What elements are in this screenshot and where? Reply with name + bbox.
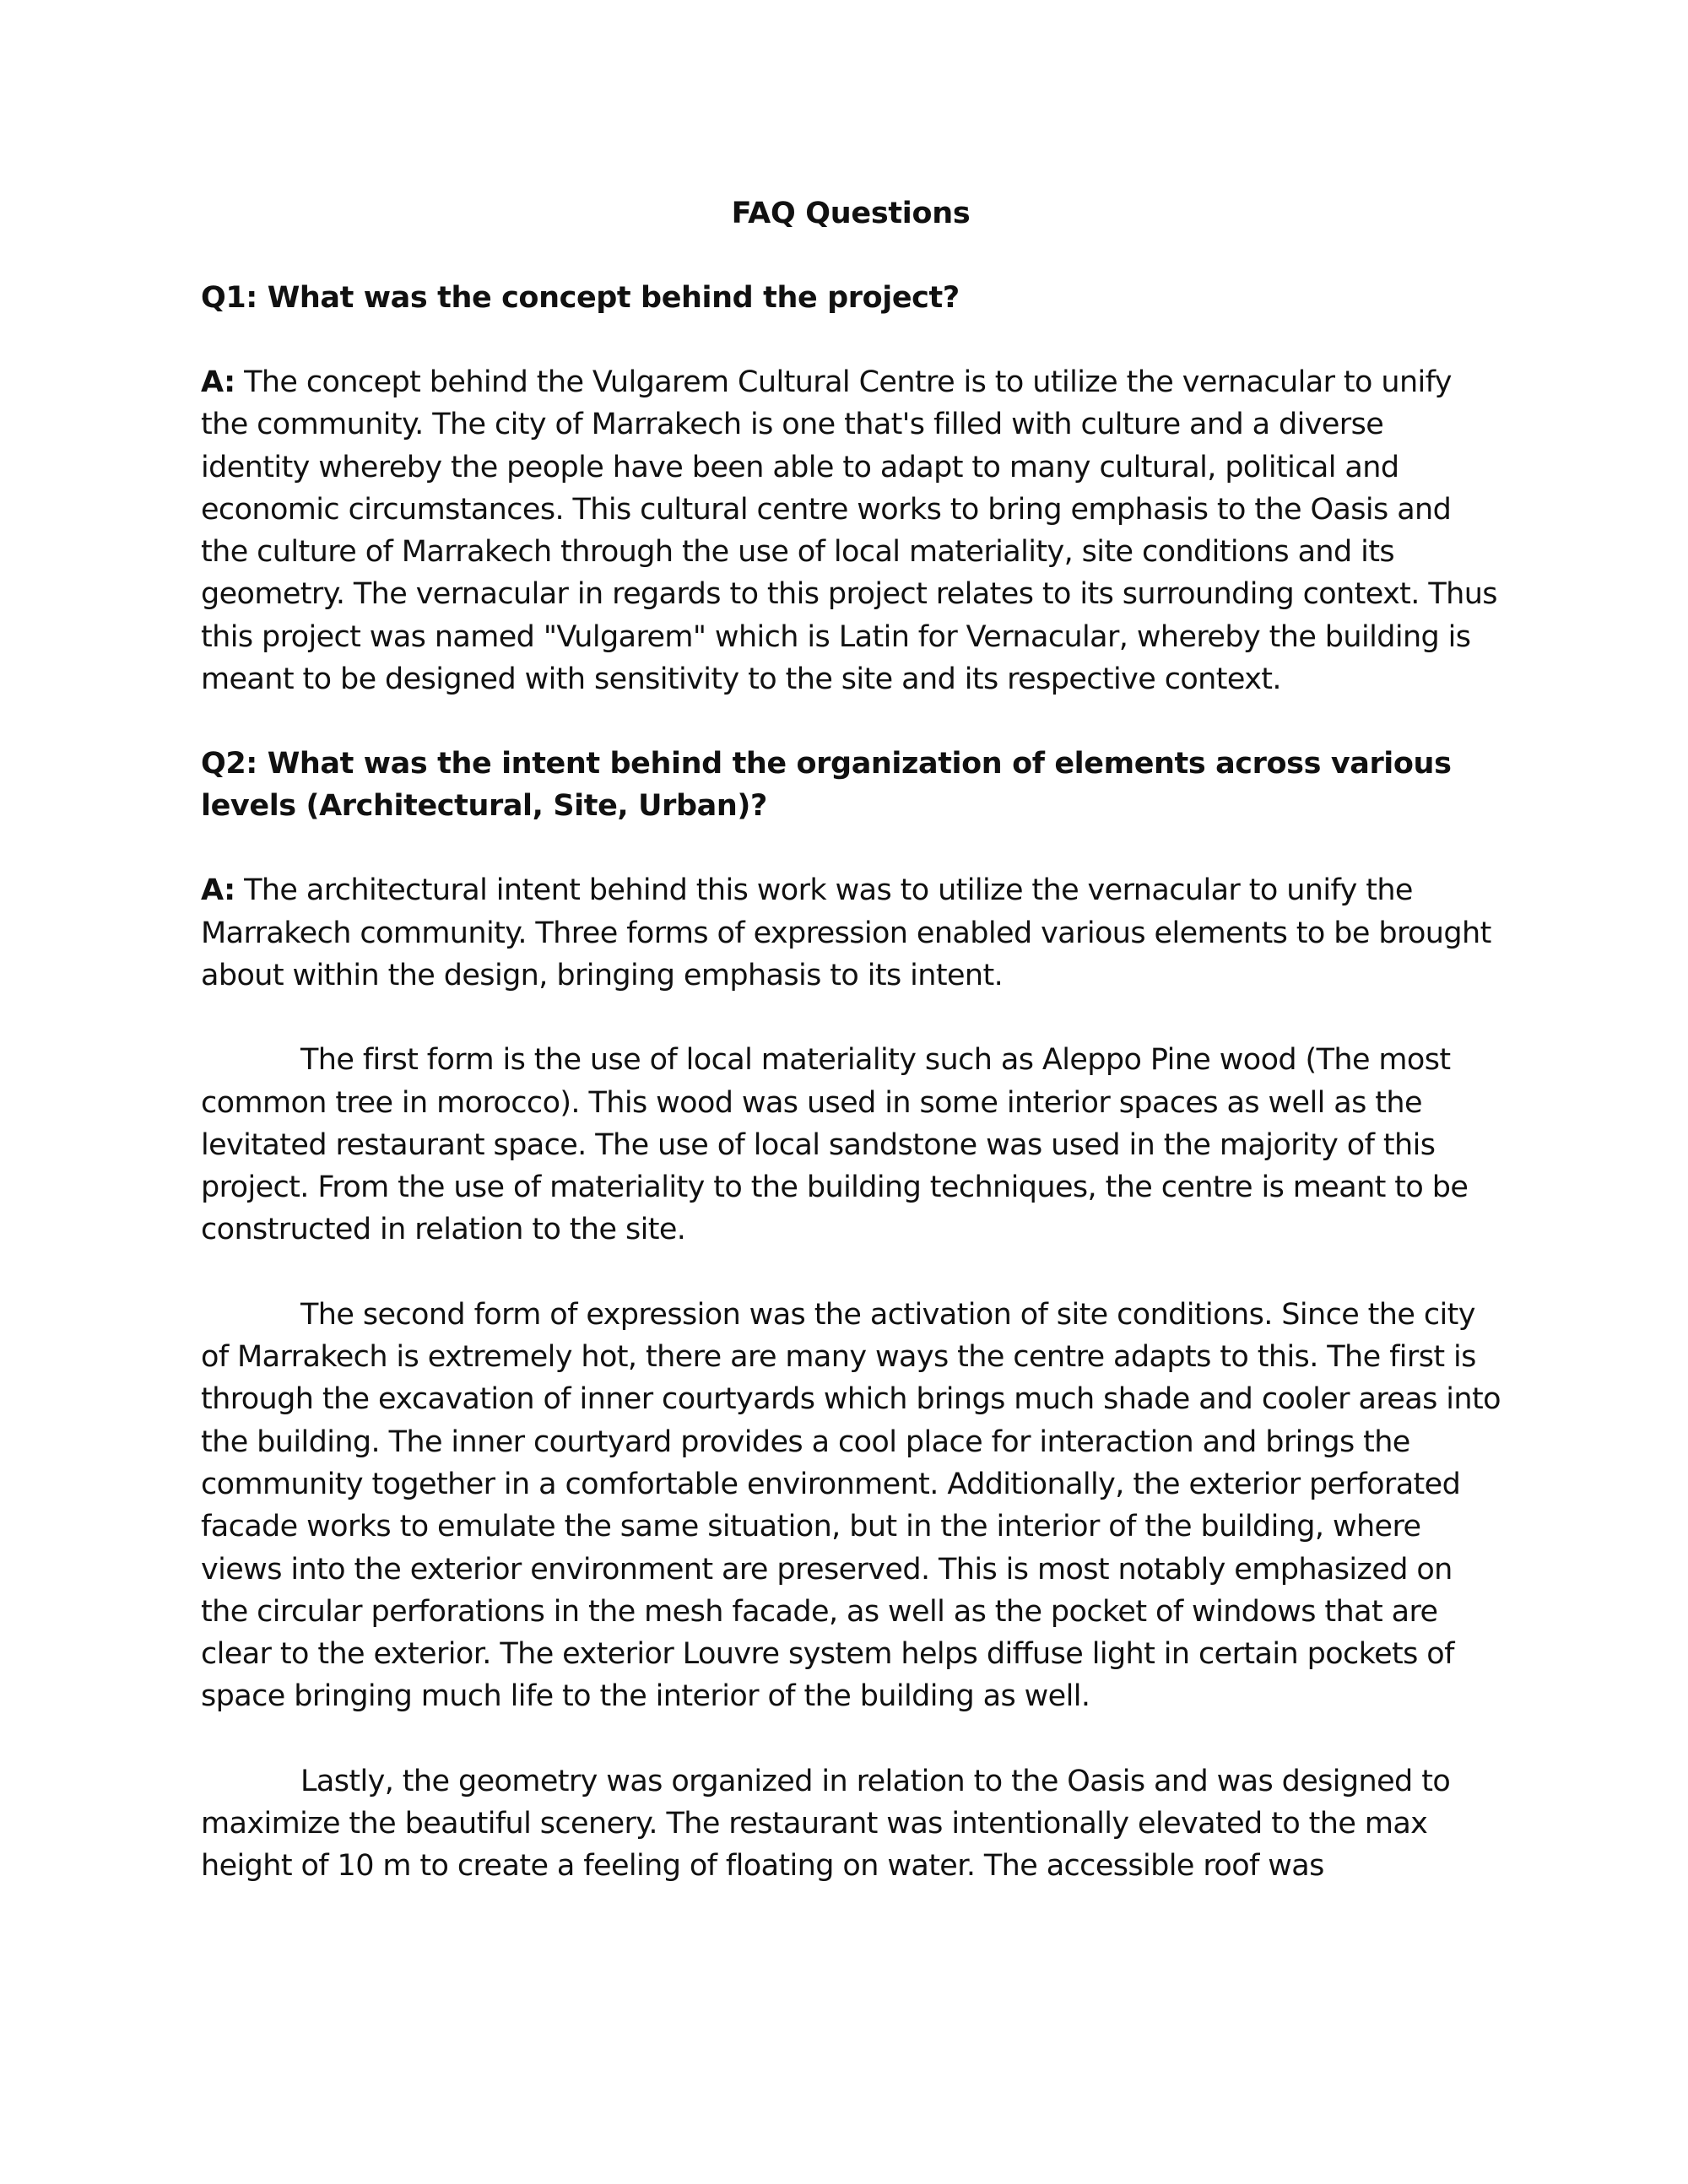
answer-1-text: The concept behind the Vulgarem Cultural Centre is to utilize the vernacular to unify the community. The city of Marrakech is one that's filled with culture and a diverse identity whereby the people have been able to adapt to many cultural, political and economic circumstances. This cultural centre works to bring emphasis to the Oasis and the culture of Marrakech through the use of local materiality, site conditions and its geometry. The vernacular in regards to this project relates to its surrounding context. Thus this project was named "Vulgarem" which is Latin for Vernacular, whereby the building is meant to be designed with sensitivity to the site and its respective context. — [201, 365, 1497, 697]
answer-2 — [201, 869, 1501, 997]
document-page — [201, 192, 1501, 1888]
answer-2-paragraph-2: The second form of expression was the activation of site conditions. Since the city of Marrakech is extremely hot, there are many ways the centre adapts to this. The first is through the excavation of inner courtyards which brings much shade and cooler areas into the building. The inner courtyard provides a cool place for interaction and brings the community together in a comfortable environment. Additionally, the exterior perforated facade works to emulate the same situation, but in the interior of the building, where views into the exterior environment are preserved. This is most notably emphasized on the circular perforations in the mesh facade, as well as the pocket of windows that are clear to the exterior. The exterior Louvre system helps diffuse light in certain pockets of space bringing much life to the interior of the building as well. — [201, 1297, 1501, 1714]
answer-2-text: The architectural intent behind this work was to utilize the vernacular to unify the Marrakech community. Three forms of expression enabled various elements to be brought about within the design, bringing emphasis to its intent. — [201, 873, 1491, 992]
answer-2-paragraph-1: The first form is the use of local materiality such as Aleppo Pine wood (The most common tree in morocco). This wood was used in some interior spaces as well as the levitated restaurant space. The use of local sandstone was used in the majority of this project. From the use of materiality to the building techniques, the centre is meant to be constructed in relation to the site. — [201, 1043, 1469, 1247]
answer-1 — [201, 361, 1501, 700]
document-title: FAQ Questions — [731, 197, 971, 230]
answer-2-paragraph-3: Lastly, the geometry was organized in relation to the Oasis and was designed to maximize the beautiful scenery. The restaurant was intentionally elevated to the max height of 10 m to create a feeling of floating on water. The accessible roof was — [201, 1764, 1451, 1884]
answer-1-prefix: A: — [201, 365, 235, 399]
question-2: Q2: What was the intent behind the organization of elements across various levels (Architectural, Site, Urban)? — [201, 747, 1452, 824]
answer-2-prefix: A: — [201, 873, 235, 908]
question-1: Q1: What was the concept behind the project? — [201, 281, 960, 315]
